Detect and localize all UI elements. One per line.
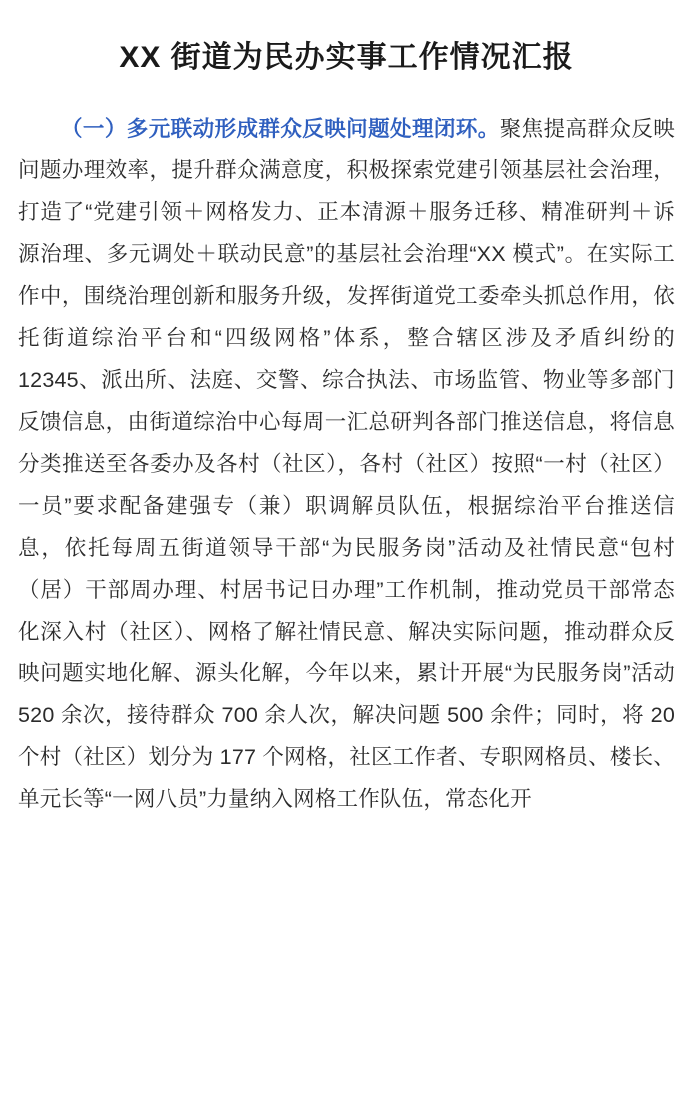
paragraph-1-heading: （一）多元联动形成群众反映问题处理闭环。 (61, 116, 500, 141)
page-title: XX 街道为民办实事工作情况汇报 (119, 41, 574, 74)
document-body (18, 109, 675, 822)
paragraph-1-text: 聚焦提高群众反映问题办理效率，提升群众满意度，积极探索党建引领基层社会治理，打造了“党建引领＋网格发力、正本清源＋服务迁移、精准研判＋诉源治理、多元调处＋联动民意”的基层社会治理“XX 模式”。在实际工作中，围绕治理创新和服务升级，发挥街道党工委牵头抓总作用，依托街道综治平台和“四级网格”体系，整合辖区涉及矛盾纠纷的 12345、派出所、法庭、交警、综合执法、市场监管、物业等多部门反馈信息，由街道综治中心每周一汇总研判各部门推送信息，将信息分类推送至各委办及各村（社区），各村（社区）按照“一村（社区）一员”要求配备建强专（兼）职调解员队伍，根据综治平台推送信息，依托每周五街道领导干部“为民服务岗”活动及社情民意“包村（居）干部周办理、村居书记日办理”工作机制，推动党员干部常态化深入村（社区）、网格了解社情民意、解决实际问题，推动群众反映问题实地化解、源头化解，今年以来，累计开展“为民服务岗”活动 520 余次，接待群众 700 余人次，解决问题 500 余件；同时，将 20 个村（社区）划分为 177 个网格，社区工作者、专职网格员、楼长、单元长等“一网八员”力量纳入网格工作队伍，常态化开 (18, 116, 675, 812)
paragraph-1 (18, 109, 675, 822)
